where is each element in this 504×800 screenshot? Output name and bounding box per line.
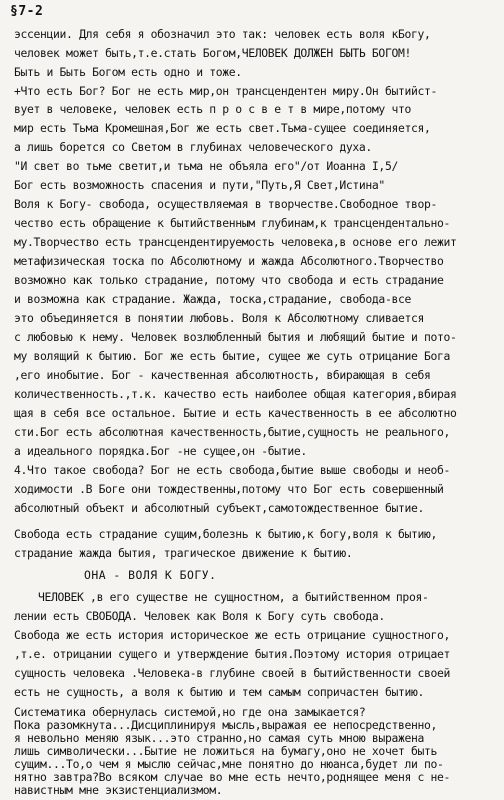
text-line: а лишь борется со Светом в глубинах человеческого духа.: [14, 140, 372, 154]
text-line: Свобода же есть история историческое же есть отрицание сущностного,: [14, 628, 451, 642]
text-line: вует в человеке, человек есть п р о с в е т в мире,потому что: [14, 102, 411, 116]
text-line: Воля к Богу- свобода, осуществляемая в творчестве.Свободное твор-: [14, 197, 438, 211]
text-line: навистным мне экзистенциализмом.: [14, 783, 223, 797]
text-line: метафизическая тоска по Абсолютному и жажда Абсолютного.Творчество: [14, 254, 444, 268]
text-line: Свобода есть страдание сущим,болезнь к бытию,к богу,воля к бытию,: [14, 527, 438, 541]
text-line: мир есть Тьма Кромешная,Бог же есть свет.Тьма-сущее соединяется,: [14, 121, 431, 135]
text-line: Пока разомкнута...Дисциплинируя мысль,выражая ее непосредственно,: [14, 718, 438, 732]
text-line: лении есть СВОБОДА. Человек как Воля к Богу суть свобода.: [14, 609, 385, 623]
text-line: ЧЕЛОВЕК ,в его существе не сущностном, а бытийственном проя-: [38, 590, 429, 604]
text-line: ,т.е. отрицании сущего и утверждение бытия.Поэтому история отрицает: [14, 647, 451, 661]
text-line: это объединяется в понятии любовь. Воля к Абсолютному сливается: [14, 311, 424, 325]
section-subtitle: ОНА - ВОЛЯ К БОГУ.: [84, 568, 217, 582]
text-line: есть не сущность, а воля к бытию и тем самым сопричастен бытию.: [14, 685, 424, 699]
text-line: му волящий к бытию. Бог же есть бытие, сущее же суть отрицание Бога: [14, 349, 451, 363]
text-line: "И свет во тьме светит,и тьма не объяла его"/от Иоанна I,5/: [14, 159, 398, 173]
text-line: му.Творчество есть трансцендентируемость человека,в основе его лежит: [14, 235, 457, 249]
text-line: щая в себя все остальное. Бытие и есть качественность в ее абсолютно: [14, 406, 457, 420]
text-line: страдание жажда бытия, трагическое движение к бытию.: [14, 546, 353, 560]
page-number-label: §7-2: [10, 4, 44, 19]
text-line: чество есть обращение к бытийственным глубинам,к трансцендентально-: [14, 216, 451, 230]
text-line: возможно как только страдание, потому что свобода и есть страдание: [14, 273, 444, 287]
text-line: +Что есть Бог? Бог не есть мир,он трансцендентен миру.Он бытийст-: [14, 84, 438, 98]
text-line: а идеального порядка.Бог -не сущее,он -бытие.: [14, 444, 307, 458]
text-line: 4.Что такое свобода? Бог не есть свобода,бытие выше свободы и необ-: [14, 463, 451, 477]
text-line: нятно завтра?Во всяком случае во мне есть нечто,роднящее меня с не-: [14, 770, 451, 784]
text-line: и возможна как страдание. Жажда, тоска,страдание, свобода-все: [14, 292, 411, 306]
text-line: лишь символически...Бытие не ложиться на бумагу,оно не хочет быть: [14, 744, 438, 758]
text-line: Быть и Быть Богом есть одно и тоже.: [14, 65, 242, 79]
text-line: ходимости .В Боге они тождественны,потому что Бог есть совершенный: [14, 482, 444, 496]
text-line: ,его инобытие. Бог - качественная абсолютность, вбирающая в себя: [14, 368, 431, 382]
text-line: сущность человека .Человека-в глубине своей в бытийственности своей: [14, 666, 451, 680]
text-line: с любовью к нему. Человек возлюбленный бытия и любящий бытие и пото-: [14, 330, 457, 344]
text-line: человек может быть,т.е.стать Богом,ЧЕЛОВЕК ДОЛЖЕН БЫТЬ БОГОМ!: [14, 46, 411, 60]
text-line: Бог есть возможность спасения и пути,"Путь,Я Свет,Истина": [14, 178, 385, 192]
text-line: сти.Бог есть абсолютная качественность,бытие,сущность не реального,: [14, 425, 451, 439]
text-line: я невольно меняю язык...это странно,но самая суть мною выражена: [14, 731, 424, 745]
text-line: эссенции. Для себя я обозначил это так: человек есть воля кБогу,: [14, 27, 431, 41]
text-line: абсолютный объект и абсолютный субъект,самотождественное бытие.: [14, 501, 424, 515]
text-line: количественность.,т.к. качество есть наиболее общая категория,вбирая: [14, 387, 457, 401]
text-line: Систематика обернулась системой,но где она замыкается?: [14, 705, 366, 719]
text-line: сущим...То,о чем я мыслю сейчас,мне понятно до нюанса,будет ли по-: [14, 757, 444, 771]
